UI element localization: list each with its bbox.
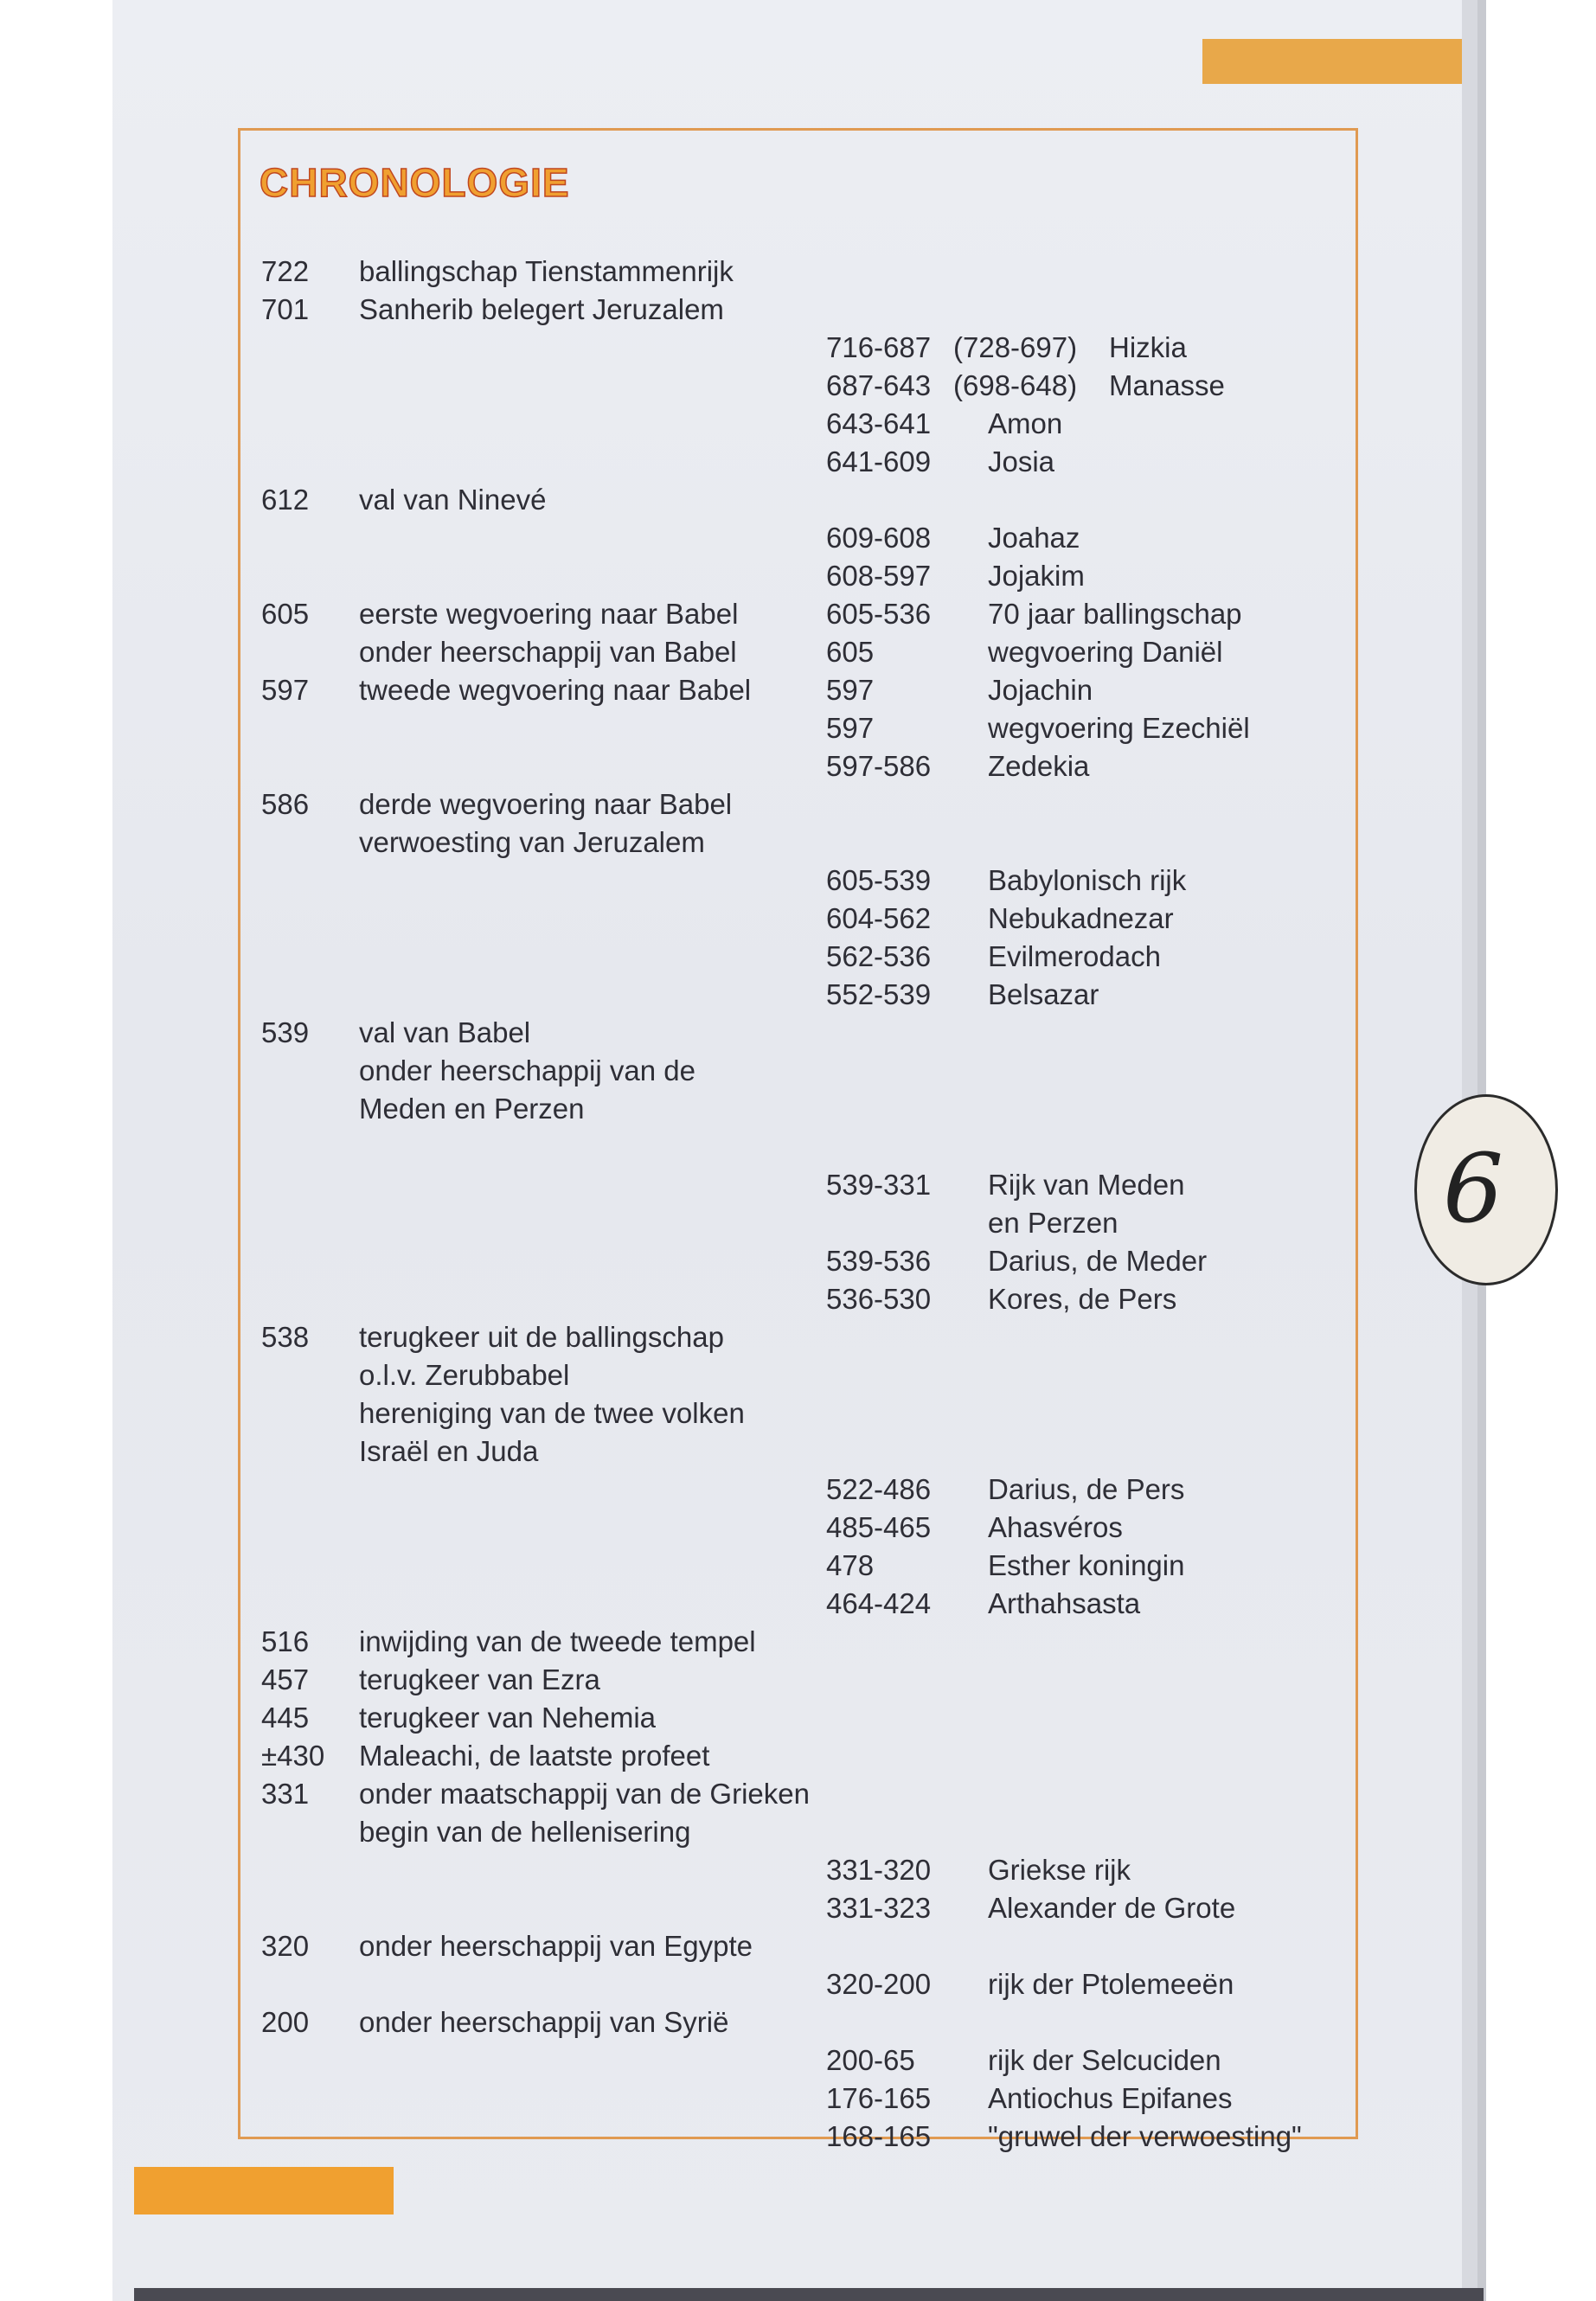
sticker-number: 6 xyxy=(1443,1133,1503,1244)
table-row xyxy=(0,2118,1596,2156)
left-event: terugkeer van Nehemia xyxy=(359,1702,657,1734)
left-event: derde wegvoering naar Babel xyxy=(359,788,733,820)
table-row xyxy=(0,519,1596,557)
left-event: onder heerschappij van Egypte xyxy=(359,1930,753,1962)
right-event: Rijk van Meden xyxy=(988,1169,1185,1201)
left-event: val van Ninevé xyxy=(359,484,547,516)
table-row xyxy=(0,1509,1596,1547)
right-event: rijk der Selcuciden xyxy=(988,2044,1221,2076)
left-year: 539 xyxy=(261,1016,310,1048)
table-row xyxy=(0,329,1596,367)
right-event: Jojakim xyxy=(988,560,1085,592)
bottom-orange-tab xyxy=(134,2167,394,2214)
left-event: onder maatschappij van de Grieken xyxy=(359,1778,810,1810)
table-row xyxy=(0,1775,1596,1813)
left-event: onder heerschappij van Babel xyxy=(359,636,737,668)
right-year: 331-323 xyxy=(826,1892,932,1924)
table-row xyxy=(0,1014,1596,1052)
right-event: Ahasvéros xyxy=(988,1511,1123,1543)
right-event: wegvoering Daniël xyxy=(988,636,1223,668)
right-event: "gruwel der verwoesting" xyxy=(988,2120,1302,2152)
table-row xyxy=(0,1889,1596,1927)
right-year: 597 xyxy=(826,712,875,744)
right-year: 331-320 xyxy=(826,1854,932,1886)
right-year: 597 xyxy=(826,674,875,706)
right-event: Arthahsasta xyxy=(988,1587,1141,1619)
top-orange-tab xyxy=(1202,39,1462,84)
left-year: 605 xyxy=(261,598,310,630)
table-row xyxy=(0,443,1596,481)
right-year: 605 xyxy=(826,636,875,668)
right-year: 641-609 xyxy=(826,445,932,478)
table-row xyxy=(0,1547,1596,1585)
left-event: tweede wegvoering naar Babel xyxy=(359,674,752,706)
left-event: eerste wegvoering naar Babel xyxy=(359,598,739,630)
page-title: CHRONOLOGIE xyxy=(260,160,570,205)
right-year: 716-687 xyxy=(826,331,932,363)
table-row xyxy=(0,709,1596,747)
right-event: Darius, de Pers xyxy=(988,1473,1185,1505)
right-event: Belsazar xyxy=(988,978,1099,1010)
left-year: 701 xyxy=(261,293,310,325)
right-event: 70 jaar ballingschap xyxy=(988,598,1242,630)
table-row xyxy=(0,2041,1596,2080)
table-row xyxy=(0,405,1596,443)
left-event: Maleachi, de laatste profeet xyxy=(359,1740,710,1772)
left-event: o.l.v. Zerubbabel xyxy=(359,1359,570,1391)
right-event: Darius, de Meder xyxy=(988,1245,1208,1277)
right-year: 176-165 xyxy=(826,2082,932,2114)
left-year: 200 xyxy=(261,2006,310,2038)
right-event: Jojachin xyxy=(988,674,1093,706)
left-event: terugkeer van Ezra xyxy=(359,1663,600,1695)
table-row xyxy=(0,1737,1596,1775)
table-row xyxy=(0,1661,1596,1699)
right-event: Amon xyxy=(988,407,1063,439)
table-row xyxy=(0,1394,1596,1433)
left-year: ±430 xyxy=(261,1740,325,1772)
table-row xyxy=(0,900,1596,938)
table-row xyxy=(0,1052,1596,1090)
left-event: begin van de hellenisering xyxy=(359,1816,691,1848)
right-year: 200-65 xyxy=(826,2044,915,2076)
table-row xyxy=(0,633,1596,671)
right-event: Esther koningin xyxy=(988,1549,1185,1581)
right-event: Hizkia xyxy=(1109,331,1187,363)
left-year: 445 xyxy=(261,1702,310,1734)
table-row xyxy=(0,1471,1596,1509)
left-year: 331 xyxy=(261,1778,310,1810)
right-year: 597-586 xyxy=(826,750,932,782)
right-event: Zedekia xyxy=(988,750,1090,782)
left-event: val van Babel xyxy=(359,1016,531,1048)
table-row xyxy=(0,1699,1596,1737)
right-year: 552-539 xyxy=(826,978,932,1010)
right-year: 608-597 xyxy=(826,560,932,592)
right-year: 485-465 xyxy=(826,1511,932,1543)
left-year: 457 xyxy=(261,1663,310,1695)
left-year: 320 xyxy=(261,1930,310,1962)
right-event: Nebukadnezar xyxy=(988,902,1174,934)
right-event: Josia xyxy=(988,445,1055,478)
left-event: onder heerschappij van Syrië xyxy=(359,2006,729,2038)
table-row xyxy=(0,1623,1596,1661)
right-year: 605-536 xyxy=(826,598,932,630)
right-event: Babylonisch rijk xyxy=(988,864,1187,896)
left-event: verwoesting van Jeruzalem xyxy=(359,826,705,858)
table-row xyxy=(0,1927,1596,1965)
right-year: 539-536 xyxy=(826,1245,932,1277)
right-event: Kores, de Pers xyxy=(988,1283,1177,1315)
table-row xyxy=(0,367,1596,405)
right-alt-year: (728-697) xyxy=(953,331,1078,363)
right-event: Griekse rijk xyxy=(988,1854,1131,1886)
table-row xyxy=(0,1242,1596,1280)
right-year: 562-536 xyxy=(826,940,932,972)
table-row xyxy=(0,2003,1596,2041)
table-row xyxy=(0,1128,1596,1166)
table-row xyxy=(0,253,1596,291)
table-row xyxy=(0,1965,1596,2003)
right-event: Manasse xyxy=(1109,369,1225,401)
table-row xyxy=(0,557,1596,595)
right-event: wegvoering Ezechiël xyxy=(988,712,1250,744)
right-year: 478 xyxy=(826,1549,875,1581)
table-row xyxy=(0,824,1596,862)
table-row xyxy=(0,1204,1596,1242)
right-year: 687-643 xyxy=(826,369,932,401)
right-year: 320-200 xyxy=(826,1968,932,2000)
right-event: Evilmerodach xyxy=(988,940,1161,972)
right-event: en Perzen xyxy=(988,1207,1118,1239)
table-row xyxy=(0,1166,1596,1204)
table-row xyxy=(0,862,1596,900)
right-year: 464-424 xyxy=(826,1587,932,1619)
right-year: 643-641 xyxy=(826,407,932,439)
left-event: onder heerschappij van de xyxy=(359,1054,695,1086)
right-year: 609-608 xyxy=(826,522,932,554)
left-year: 516 xyxy=(261,1625,310,1657)
right-alt-year: (698-648) xyxy=(953,369,1078,401)
table-row xyxy=(0,481,1596,519)
left-year: 586 xyxy=(261,788,310,820)
right-year: 605-539 xyxy=(826,864,932,896)
left-event: Meden en Perzen xyxy=(359,1093,585,1125)
right-year: 539-331 xyxy=(826,1169,932,1201)
right-year: 168-165 xyxy=(826,2120,932,2152)
table-row xyxy=(0,1433,1596,1471)
right-year: 536-530 xyxy=(826,1283,932,1315)
right-event: Antiochus Epifanes xyxy=(988,2082,1233,2114)
table-row xyxy=(0,747,1596,785)
table-row xyxy=(0,938,1596,976)
left-year: 597 xyxy=(261,674,310,706)
left-event: ballingschap Tienstammenrijk xyxy=(359,255,734,287)
left-event: inwijding van de tweede tempel xyxy=(359,1625,756,1657)
table-row xyxy=(0,1090,1596,1128)
table-row xyxy=(0,785,1596,824)
table-row xyxy=(0,1280,1596,1318)
right-event: rijk der Ptolemeeën xyxy=(988,1968,1234,2000)
table-row xyxy=(0,1813,1596,1851)
table-row xyxy=(0,291,1596,329)
left-year: 538 xyxy=(261,1321,310,1353)
right-event: Alexander de Grote xyxy=(988,1892,1236,1924)
table-row xyxy=(0,1585,1596,1623)
left-event: Israël en Juda xyxy=(359,1435,539,1467)
left-year: 722 xyxy=(261,255,310,287)
table-row xyxy=(0,1851,1596,1889)
left-year: 612 xyxy=(261,484,310,516)
right-event: Joahaz xyxy=(988,522,1080,554)
left-event: hereniging van de twee volken xyxy=(359,1397,745,1429)
right-year: 604-562 xyxy=(826,902,932,934)
bottom-dark-strip xyxy=(134,2288,1484,2301)
table-row xyxy=(0,2080,1596,2118)
left-event: Sanherib belegert Jeruzalem xyxy=(359,293,724,325)
left-event: terugkeer uit de ballingschap xyxy=(359,1321,724,1353)
table-row xyxy=(0,1318,1596,1356)
right-year: 522-486 xyxy=(826,1473,932,1505)
table-row xyxy=(0,1356,1596,1394)
table-row xyxy=(0,671,1596,709)
table-row xyxy=(0,595,1596,633)
table-row xyxy=(0,976,1596,1014)
